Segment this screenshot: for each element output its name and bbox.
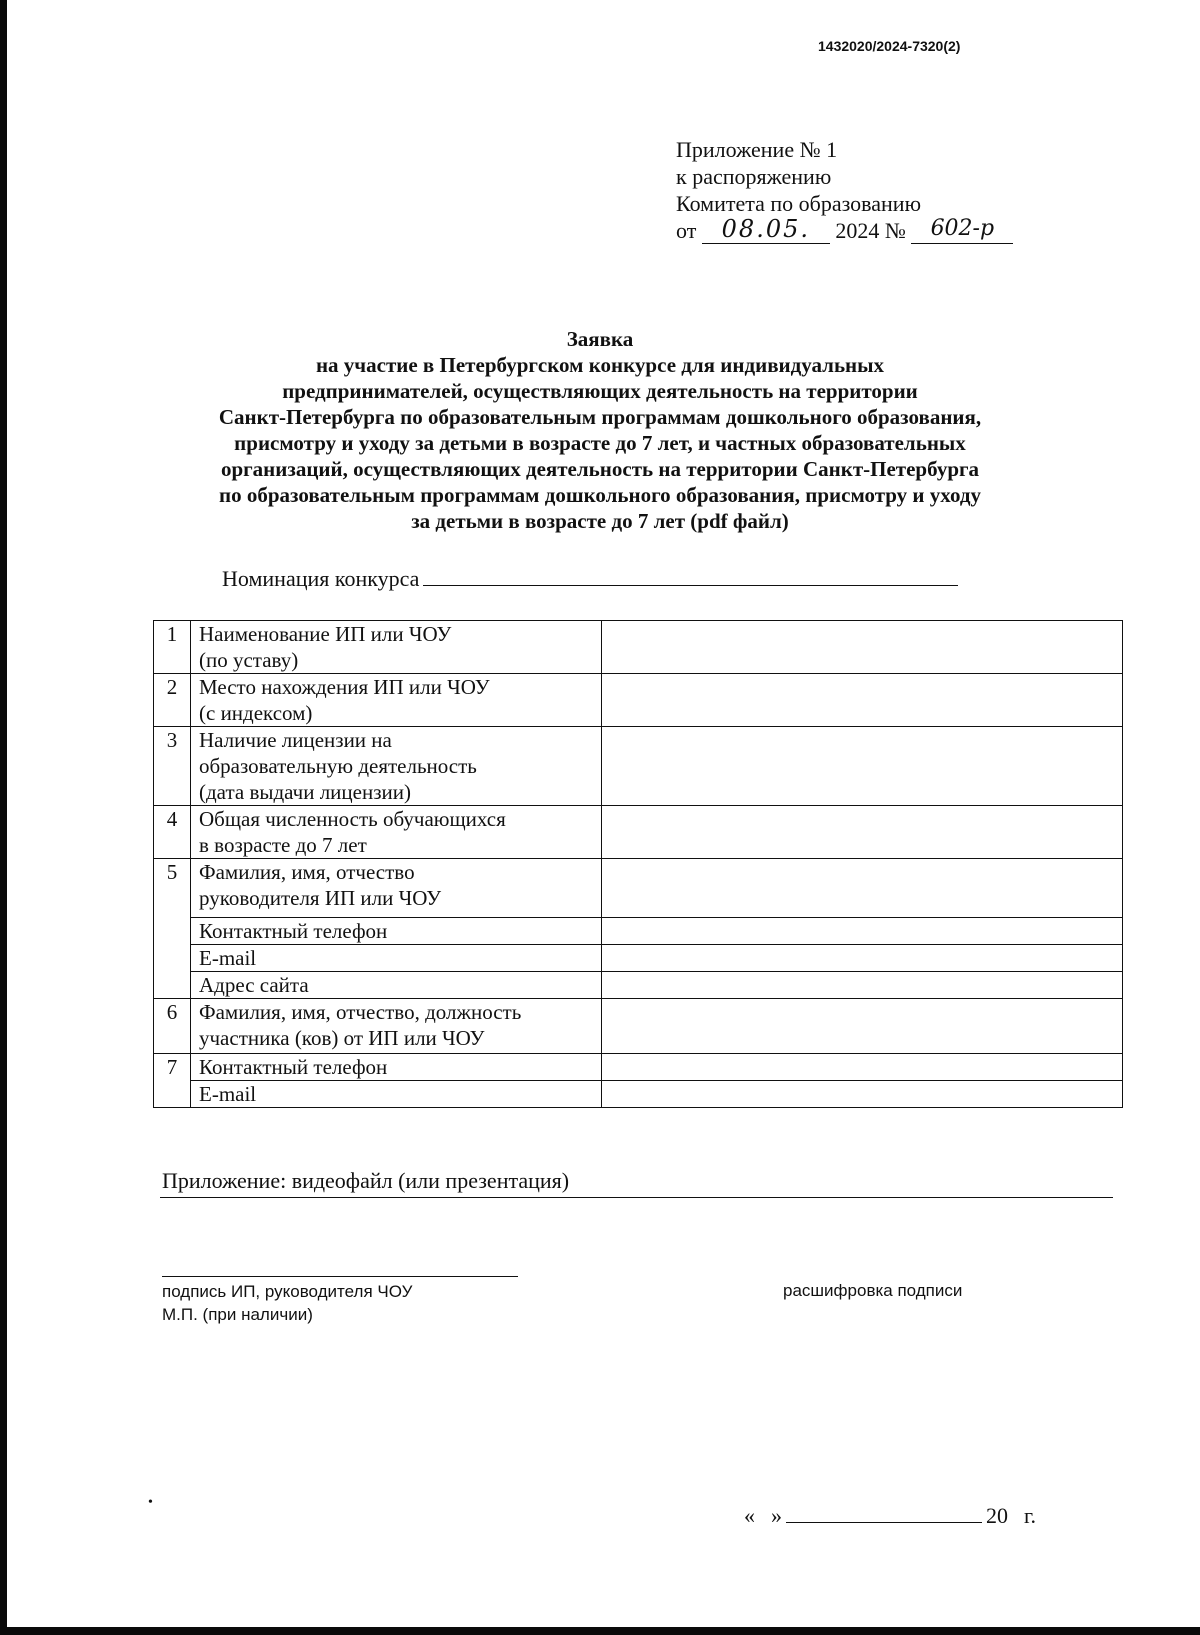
table-row xyxy=(154,945,1123,972)
table-row xyxy=(154,918,1123,945)
heading-line: Санкт-Петербурга по образовательным программам дошкольного образования, xyxy=(218,405,982,429)
row-label-line: Наименование ИП или ЧОУ xyxy=(199,622,452,646)
row-number: 3 xyxy=(154,727,191,806)
stamp-caption-line: М.П. (при наличии) xyxy=(162,1305,313,1324)
heading-title: Заявка xyxy=(566,327,634,351)
heading-line: по образовательным программам дошкольного образования, присмотру и уходу xyxy=(219,483,981,507)
year-suffix: г. xyxy=(1024,1503,1037,1528)
row-label-line: руководителя ИП или ЧОУ xyxy=(199,886,442,910)
open-quote: « xyxy=(744,1503,755,1528)
row-value-field[interactable] xyxy=(602,999,1123,1054)
appendix-date-line xyxy=(676,217,1013,244)
year-prefix: 20 xyxy=(986,1503,1008,1528)
signature-line[interactable] xyxy=(162,1276,518,1277)
attachment-note: Приложение: видеофайл (или презентация) xyxy=(162,1168,570,1193)
row-label-line: Фамилия, имя, отчество, должность xyxy=(199,1000,522,1024)
signature-decode-caption: расшифровка подписи xyxy=(783,1281,963,1300)
row-label-line: в возрасте до 7 лет xyxy=(199,833,367,857)
row-label-line: Наличие лицензии на xyxy=(199,728,392,752)
row-number: 6 xyxy=(154,999,191,1054)
nomination-field[interactable] xyxy=(423,565,958,586)
row-number: 4 xyxy=(154,806,191,859)
handwritten-date: 08.05. xyxy=(702,217,830,244)
row-number: 1 xyxy=(154,621,191,674)
row-label xyxy=(191,806,602,859)
row-value-field[interactable] xyxy=(602,859,1123,918)
row-label-line: (с индексом) xyxy=(199,701,313,725)
row-value-field[interactable] xyxy=(602,674,1123,727)
row-number: 7 xyxy=(154,1054,191,1108)
appendix-line-3: Комитета по образованию xyxy=(676,191,922,216)
table-row xyxy=(154,621,1123,674)
row-value-field[interactable] xyxy=(602,972,1123,999)
nomination-label: Номинация конкурса xyxy=(222,566,420,591)
attachment-underline xyxy=(160,1197,1113,1198)
row-label-line: участника (ков) от ИП или ЧОУ xyxy=(199,1026,485,1050)
appendix-line-1: Приложение № 1 xyxy=(676,137,838,162)
year-label: 2024 № xyxy=(835,218,906,243)
row-label-line: (дата выдачи лицензии) xyxy=(199,780,411,804)
heading-line: присмотру и уходу за детьми в возрасте до 7 лет, и частных образовательных xyxy=(234,431,966,455)
row-label: E-mail xyxy=(191,945,602,972)
row-value-field[interactable] xyxy=(602,806,1123,859)
appendix-block xyxy=(676,136,1013,244)
row-number: 5 xyxy=(154,859,191,999)
table-row xyxy=(154,999,1123,1054)
table-row xyxy=(154,806,1123,859)
heading-line: за детьми в возрасте до 7 лет (pdf файл) xyxy=(411,509,789,533)
row-label xyxy=(191,621,602,674)
scan-border-bottom xyxy=(0,1627,1200,1635)
application-form-table xyxy=(153,620,1123,1108)
row-label-line: Общая численность обучающихся xyxy=(199,807,506,831)
signature-caption xyxy=(162,1280,412,1326)
from-label: от xyxy=(676,218,697,243)
table-row xyxy=(154,1081,1123,1108)
row-label xyxy=(191,674,602,727)
heading-line: на участие в Петербургском конкурсе для индивидуальных xyxy=(315,353,885,377)
table-row xyxy=(154,859,1123,918)
scan-border-left xyxy=(0,0,7,1635)
table-row xyxy=(154,1054,1123,1081)
row-value-field[interactable] xyxy=(602,918,1123,945)
table-row xyxy=(154,972,1123,999)
table-row xyxy=(154,674,1123,727)
row-label-line: (по уставу) xyxy=(199,648,299,672)
document-registration-number: 1432020/2024-7320(2) xyxy=(818,38,961,54)
signature-caption-line: подпись ИП, руководителя ЧОУ xyxy=(162,1282,413,1301)
row-value-field[interactable] xyxy=(602,621,1123,674)
nomination-line xyxy=(222,565,958,592)
signing-date-line xyxy=(744,1502,1036,1529)
application-heading xyxy=(160,326,1040,534)
row-value-field[interactable] xyxy=(602,1081,1123,1108)
appendix-line-2: к распоряжению xyxy=(676,164,832,189)
row-value-field[interactable] xyxy=(602,945,1123,972)
row-label: Контактный телефон xyxy=(191,918,602,945)
row-value-field[interactable] xyxy=(602,1054,1123,1081)
row-label: E-mail xyxy=(191,1081,602,1108)
close-quote: » xyxy=(771,1503,782,1528)
handwritten-number: 602-р xyxy=(911,217,1013,244)
heading-line: предпринимателей, осуществляющих деятельность на территории xyxy=(282,379,918,403)
row-number: 2 xyxy=(154,674,191,727)
month-field[interactable] xyxy=(786,1502,982,1523)
row-label: Адрес сайта xyxy=(191,972,602,999)
heading-line: организаций, осуществляющих деятельность на территории Санкт-Петербурга xyxy=(220,457,980,481)
row-label xyxy=(191,727,602,806)
row-label xyxy=(191,999,602,1054)
row-label xyxy=(191,859,602,918)
row-label-line: Фамилия, имя, отчество xyxy=(199,860,415,884)
scan-speck: • xyxy=(148,1495,153,1510)
row-label-line: образовательную деятельность xyxy=(199,754,477,778)
table-row xyxy=(154,727,1123,806)
row-label: Контактный телефон xyxy=(191,1054,602,1081)
row-value-field[interactable] xyxy=(602,727,1123,806)
row-label-line: Место нахождения ИП или ЧОУ xyxy=(199,675,490,699)
